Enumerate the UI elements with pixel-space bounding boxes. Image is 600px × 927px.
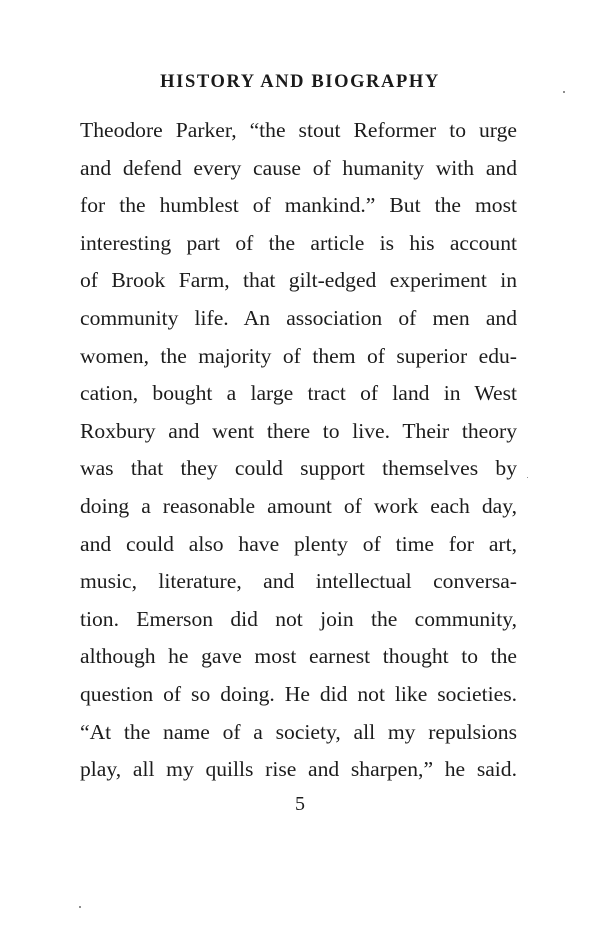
paper-speck <box>79 906 81 908</box>
text-line: doing a reasonable amount of work each day, <box>80 493 517 518</box>
text-line: for the humblest of mankind.” But the most <box>80 193 517 218</box>
paper-speck <box>527 477 528 478</box>
text-line: and could also have plenty of time for art, <box>80 531 517 556</box>
page-number: 5 <box>295 793 305 815</box>
text-line: although he gave most earnest thought to the <box>80 644 517 669</box>
running-head: HISTORY AND BIOGRAPHY <box>160 72 440 92</box>
text-line: of Brook Farm, that gilt-edged experiment in <box>80 268 517 293</box>
text-line: “At the name of a society, all my repulsions <box>80 719 517 744</box>
text-line: Roxbury and went there to live. Their theory <box>80 418 517 443</box>
text-line: women, the majority of them of superior edu- <box>80 343 517 368</box>
text-line: question of so doing. He did not like societies. <box>80 681 517 706</box>
paper-speck <box>563 91 565 93</box>
text-line: and defend every cause of humanity with and <box>80 155 517 180</box>
text-line: was that they could support themselves by <box>80 456 517 481</box>
text-line: music, literature, and intellectual conversa- <box>80 569 517 594</box>
text-line: tion. Emerson did not join the community, <box>80 606 517 631</box>
text-line: Theodore Parker, “the stout Reformer to urge <box>80 118 517 142</box>
text-line: play, all my quills rise and sharpen,” he said. <box>80 757 517 782</box>
text-line: interesting part of the article is his account <box>80 230 517 255</box>
text-line: community life. An association of men and <box>80 305 517 330</box>
text-line: cation, bought a large tract of land in West <box>80 381 517 406</box>
body-text <box>80 112 517 789</box>
